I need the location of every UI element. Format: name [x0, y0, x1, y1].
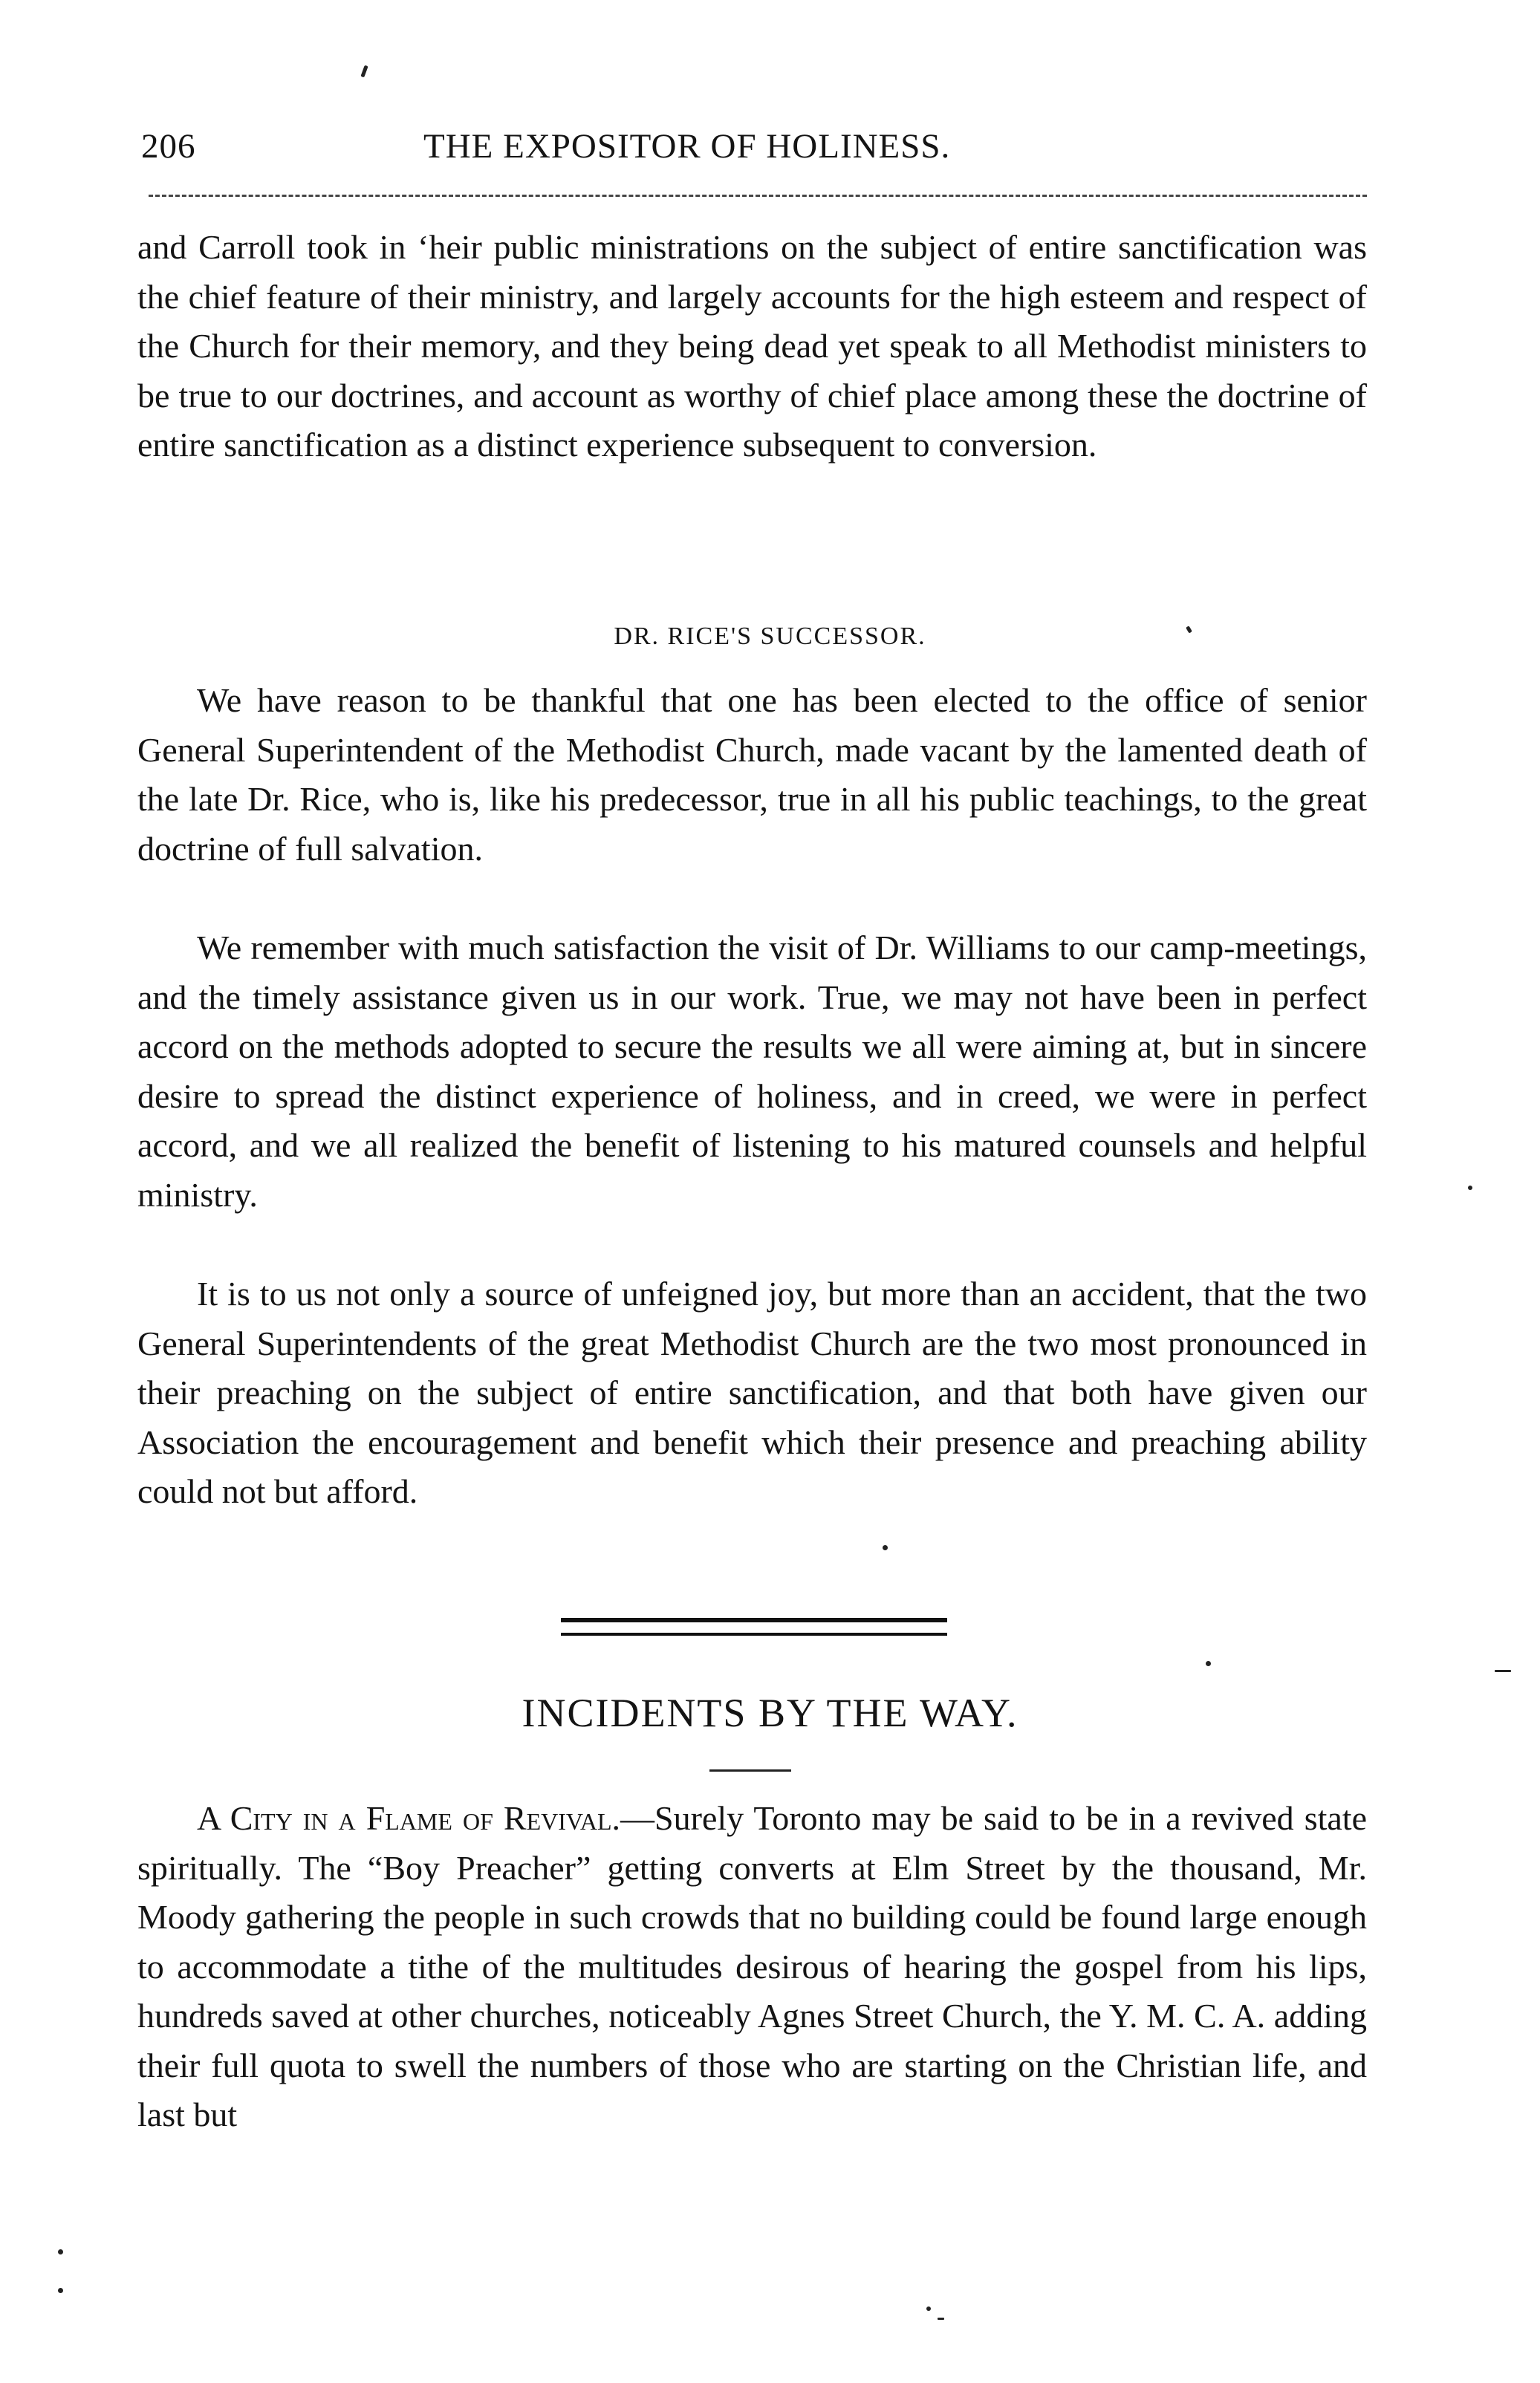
paragraph-thankful: We have reason to be thankful that one has been elected to the office of senior General Superintendent of the Methodist Church, made vacant by the lamented death of the late Dr. Rice, who is, like his predecessor, true in all his public teachings, to the great doctrine of full salvation. — [137, 681, 1367, 868]
revival-lead-in: A City in a Flame of Revival. — [197, 1799, 621, 1837]
revival-body: —Surely Toronto may be said to be in a revived state spiritually. The “Boy Preacher” getting converts at Elm Street by the thousand, Mr. Moody gathering the people in such crowds that no building could be found large enough to accommodate a tithe of the multitudes desirous of hearing the gospel from his lips, hundreds saved at other churches, noticeably Agnes Street Church, the Y. M. C. A. adding their full quota to swell the numbers of those who are starting on the Christian life, and last but — [137, 1799, 1367, 2133]
scan-speck — [58, 2249, 63, 2254]
scan-speck — [1495, 1670, 1511, 1672]
paragraph-carroll: and Carroll took in ‘heir public ministrations on the subject of entire sanctification was the chief feature of their ministry, and largely accounts for the high esteem and respect of the Church for their memory, and they being dead yet speak to all Methodist ministers to be true to our doctrines, and account as worthy of chief place among these the doctrine of entire sanctification as a distinct experience subsequent to conversion. — [137, 228, 1367, 464]
scan-speck — [938, 2318, 944, 2320]
paragraph-superintendents: It is to us not only a source of unfeigned joy, but more than an accident, that the two General Superintendents of the great Methodist Church are the two most pronounced in their preaching on the subject of entire sanctification, and that both have given our Association the encouragement and benefit which their presence and preaching ability could not but afford. — [137, 1275, 1367, 1510]
section-divider — [561, 1618, 947, 1636]
scan-speck — [926, 2306, 931, 2311]
section-title: INCIDENTS BY THE WAY. — [522, 1691, 1018, 1735]
running-title: THE EXPOSITOR OF HOLINESS. — [423, 127, 951, 166]
subheading-rice-successor: DR. RICE'S SUCCESSOR. — [614, 622, 926, 650]
scan-speck — [1206, 1661, 1211, 1666]
scan-speck — [58, 2288, 63, 2293]
paragraph-revival — [137, 1794, 1367, 2140]
scan-speck — [883, 1545, 888, 1550]
page-header — [141, 126, 1367, 178]
header-rule — [149, 195, 1367, 197]
scan-speck — [1468, 1186, 1472, 1190]
page-number: 206 — [141, 127, 196, 166]
paragraph-williams: We remember with much satisfaction the visit of Dr. Williams to our camp-meetings, and the timely assistance given us in our work. True, we may not have been in perfect accord on the methods adopted to secure the results we all were aiming at, but in sincere desire to spread the distinct experience of holiness, and in creed, we were in perfect accord, and we all realized the benefit of listening to his matured counsels and helpful ministry. — [137, 929, 1367, 1214]
title-rule — [709, 1769, 791, 1772]
scan-speck — [360, 65, 368, 78]
